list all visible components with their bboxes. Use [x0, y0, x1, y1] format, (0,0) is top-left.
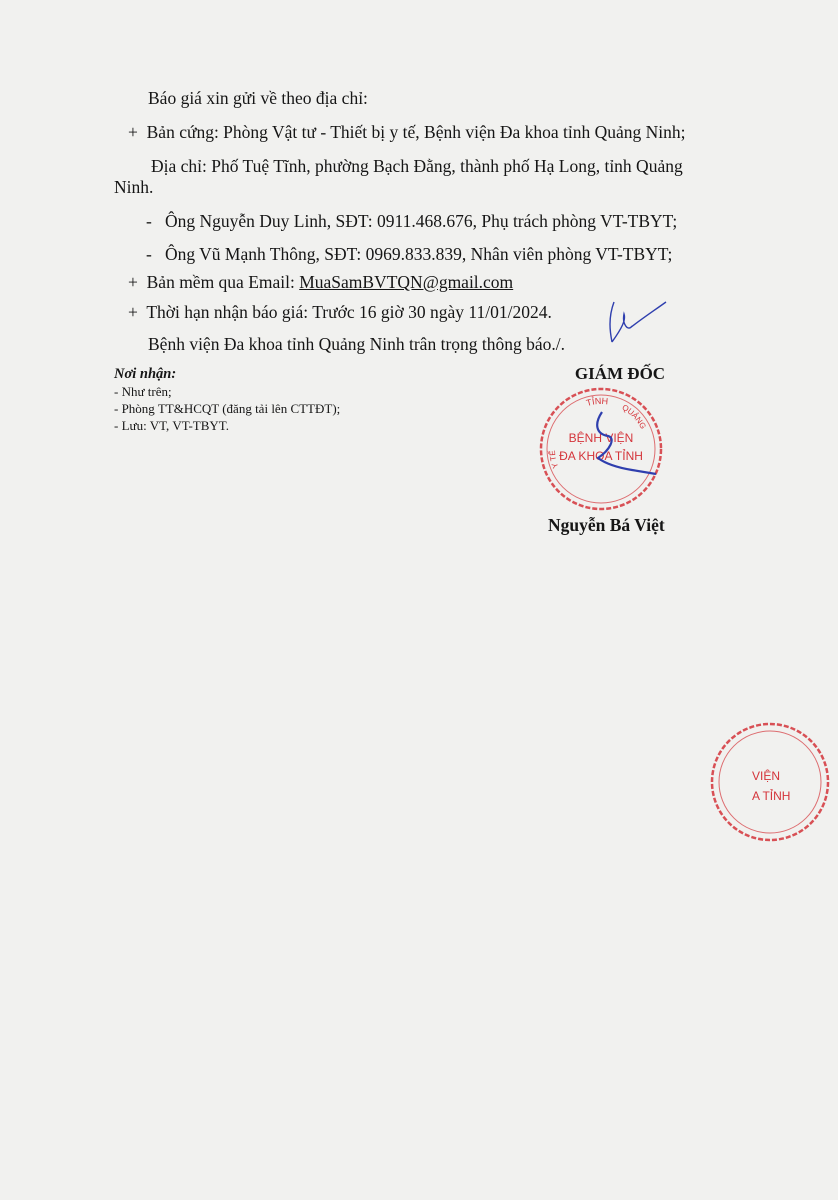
address-line-1: Địa chỉ: Phố Tuệ Tĩnh, phường Bạch Đằng, thành phố Hạ Long, tỉnh Quảng — [151, 156, 683, 176]
signer-title: GIÁM ĐỐC — [574, 364, 666, 383]
hard-copy-line — [128, 122, 686, 143]
deadline-text: Thời hạn nhận báo giá: Trước 16 giờ 30 ngày 11/01/2024. — [146, 302, 552, 322]
bullet-plus: + — [128, 272, 138, 292]
deadline-line — [128, 302, 552, 323]
stamp-top-text: TỈNH — [585, 395, 609, 409]
recipients-heading: Nơi nhận: — [114, 366, 177, 382]
bullet-dash: - — [146, 244, 152, 264]
stamp-line-1: BỆNH VIỆN — [568, 431, 634, 445]
contact-line-1 — [146, 211, 677, 232]
bullet-dash: - — [146, 211, 152, 231]
recipient-item: - Như trên; — [114, 384, 172, 399]
soft-copy-line — [128, 272, 513, 293]
intro-line: Báo giá xin gửi về theo địa chỉ: — [148, 88, 368, 108]
contact-line-2 — [146, 244, 672, 265]
email-link[interactable]: MuaSamBVTQN@gmail.com — [299, 272, 514, 292]
signer-name: Nguyễn Bá Việt — [548, 515, 665, 535]
stamp-right-text: QUẢNG — [620, 402, 648, 431]
stamp-left-text: Y TẾ — [547, 450, 561, 470]
stamp-line-2: ĐA KHOA TỈNH — [559, 449, 643, 463]
hard-copy-text: Bản cứng: Phòng Vật tư - Thiết bị y tế, Bệnh viện Đa khoa tỉnh Quảng Ninh; — [146, 122, 686, 142]
contact-text: Ông Vũ Mạnh Thông, SĐT: 0969.833.839, Nhân viên phòng VT-TBYT; — [164, 244, 673, 264]
recipients-block — [114, 366, 364, 434]
recipient-item: - Phòng TT&HCQT (đăng tải lên CTTĐT); — [114, 401, 341, 416]
soft-copy-prefix: Bản mềm qua Email: — [146, 272, 300, 292]
closing-line: Bệnh viện Đa khoa tỉnh Quảng Ninh trân trọng thông báo./. — [148, 334, 566, 354]
svg-text:TỈNH — [585, 395, 608, 408]
official-stamp — [536, 384, 666, 514]
bullet-plus: + — [128, 122, 138, 142]
bullet-plus: + — [128, 302, 138, 322]
contact-text: Ông Nguyễn Duy Linh, SĐT: 0911.468.676, Phụ trách phòng VT-TBYT; — [164, 211, 678, 231]
initials-stroke — [610, 302, 666, 342]
initials-signature — [600, 298, 670, 353]
edge-stamp — [730, 718, 838, 848]
recipient-item: - Lưu: VT, VT-TBYT. — [114, 418, 230, 433]
edge-stamp-line-2: A TỈNH — [752, 789, 791, 803]
edge-stamp-line-1: VIỆN — [752, 769, 781, 783]
address-line-2: Ninh. — [114, 177, 154, 197]
signature-block — [530, 364, 710, 384]
